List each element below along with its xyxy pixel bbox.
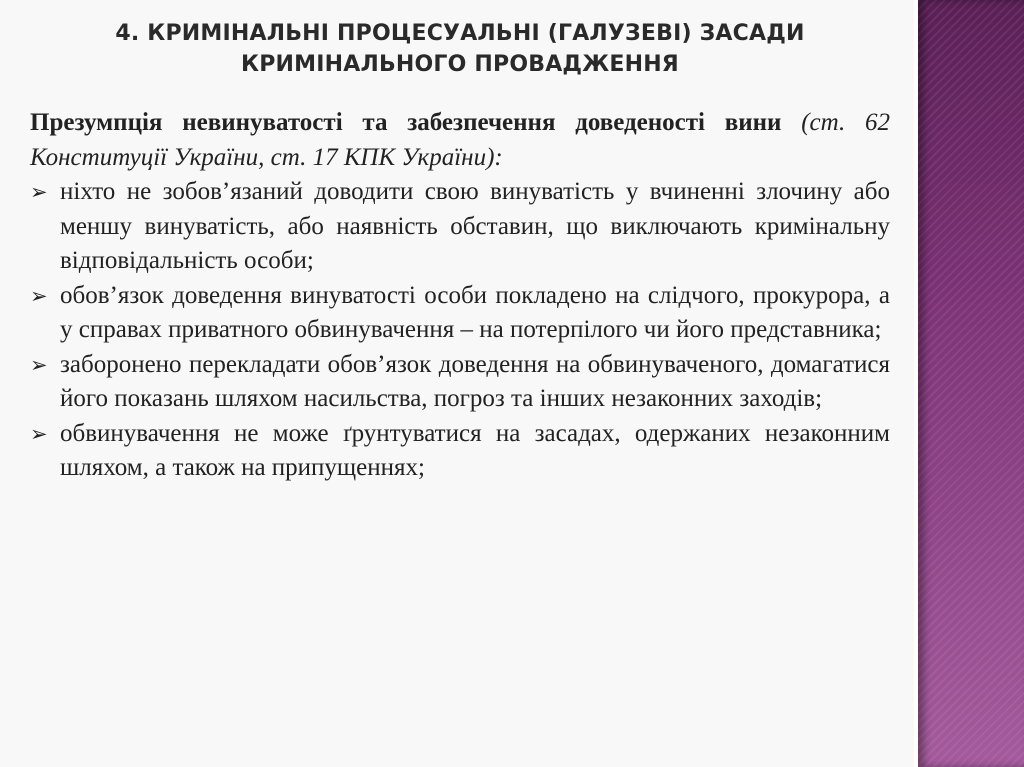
list-item <box>30 348 890 417</box>
arrow-bullet-icon: ➢ <box>30 283 48 308</box>
intro-paragraph <box>30 106 890 175</box>
list-item-text: заборонено перекладати обов’язок доведення на обвинуваченого, домагатися його показань шляхом насильства, погроз та інших незаконних заходів; <box>60 350 890 412</box>
list-item-text: ніхто не зобов’язаний доводити свою винуватість у вчиненні злочину або меншу винуватість, або наявність обставин, що виключають кримінальну відповідальність особи; <box>60 178 890 274</box>
arrow-bullet-icon: ➢ <box>30 352 48 377</box>
list-item-text: обвинувачення не може ґрунтуватися на засадах, одержаних незаконним шляхом, а також на припущеннях; <box>60 419 890 481</box>
intro-bold-text: Презумпція невинуватості та забезпечення доведеності вини <box>30 109 782 136</box>
intro-citation: (ст. 62 Конституції України, ст. 17 КПК України): <box>30 109 890 171</box>
list-item <box>30 279 890 348</box>
slide-title <box>30 18 890 80</box>
list-item <box>30 417 890 486</box>
title-line-1: 4. КРИМІНАЛЬНІ ПРОЦЕСУАЛЬНІ (ГАЛУЗЕВІ) ЗАСАДИ <box>115 21 805 46</box>
arrow-bullet-icon: ➢ <box>30 180 48 204</box>
list-item <box>30 175 890 279</box>
title-line-2: КРИМІНАЛЬНОГО ПРОВАДЖЕННЯ <box>241 52 679 77</box>
decorative-sidebar <box>918 0 1024 767</box>
bullet-list <box>30 175 890 486</box>
list-item-text: обов’язок доведення винуватості особи покладено на слідчого, прокурора, а у справах приватного обвинувачення – на потерпілого чи його представника; <box>60 281 890 343</box>
arrow-bullet-icon: ➢ <box>30 421 48 446</box>
slide-body <box>30 106 890 486</box>
